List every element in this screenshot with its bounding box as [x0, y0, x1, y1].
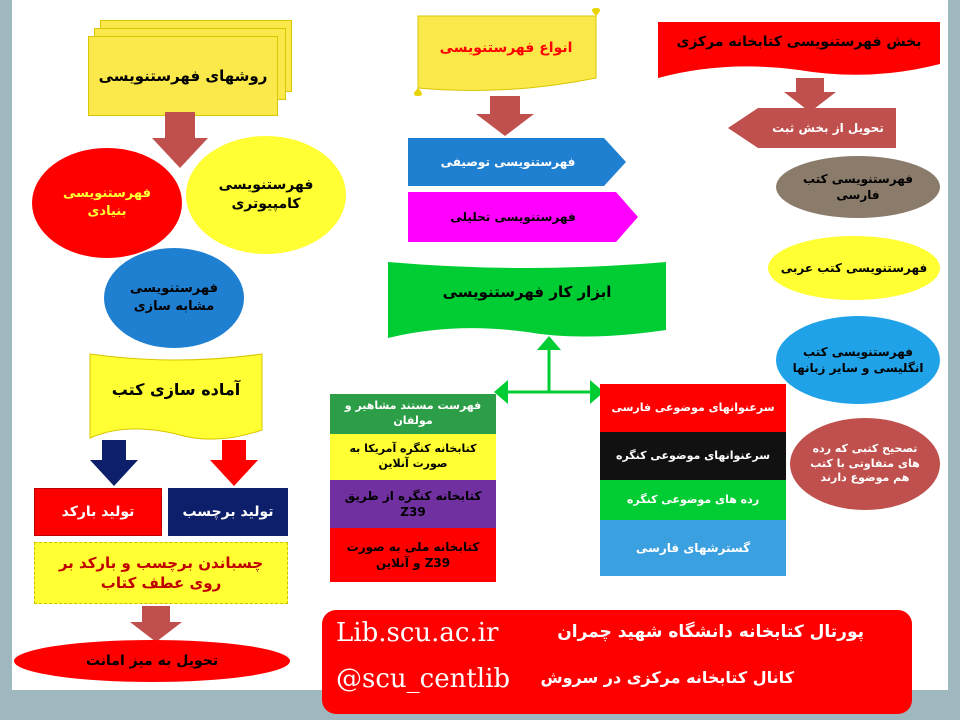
methods-title: روشهای فهرستنویسی — [88, 36, 278, 116]
copy-cataloging: فهرستنویسی مشابه سازی — [104, 248, 244, 348]
tools-right-item-3: رده های موضوعی کنگره — [600, 480, 786, 520]
analytical-label: فهرستنویسی تحلیلی — [450, 209, 576, 224]
frame-right — [948, 0, 960, 720]
from-reg-label: تحویل از بخش ثبت — [772, 120, 884, 135]
english-cataloging: فهرستنویسی کتب انگلیسی و سایر زبانها — [776, 316, 940, 404]
arrow-navy — [88, 440, 140, 488]
book-prep-label: آماده سازی کتب — [111, 380, 241, 400]
dept-title: بخش فهرستنویسی کتابخانه مرکزی — [676, 33, 922, 50]
deliver-ellipse: تحویل به میز امانت — [14, 640, 290, 682]
tools-left-item-1: فهرست مستند مشاهیر و مولفان — [330, 394, 496, 434]
footer-box — [322, 610, 912, 714]
channel-label: کانال کتابخانه مرکزی در سروش — [540, 668, 794, 687]
portal-label: پورتال کتابخانه دانشگاه شهید چمران — [557, 622, 864, 642]
tools-left-item-3: کتابخانه کنگره از طریق Z39 — [330, 480, 496, 528]
tools-right-item-4: گسترشهای فارسی — [600, 520, 786, 576]
tools-left-item-2: کتابخانه کنگره آمریکا به صورت آنلاین — [330, 434, 496, 480]
tools-right-item-2: سرعنوانهای موضوعی کنگره — [600, 432, 786, 480]
arrow-types-down — [474, 96, 536, 138]
portal-url[interactable]: Lib.scu.ac.ir — [336, 618, 499, 648]
persian-cataloging: فهرستنویسی کتب فارسی — [776, 156, 940, 218]
arrow-red — [208, 440, 260, 488]
computer-cataloging: فهرستنویسی کامپیوتری — [186, 136, 346, 254]
tools-arrows — [494, 336, 604, 410]
channel-handle[interactable]: @scu_centlib — [336, 664, 511, 694]
frame-left — [0, 0, 12, 720]
label-box: تولید برچسب — [168, 488, 288, 536]
tools-left-item-4: کتابخانه ملی به صورت Z39 و آنلاین — [330, 528, 496, 582]
tools-right-item-1: سرعنوانهای موضوعی فارسی — [600, 384, 786, 432]
basic-cataloging: فهرستنویسی بنیادی — [32, 148, 182, 258]
types-title: انواع فهرستنویسی — [439, 39, 573, 56]
descriptive-label: فهرستنویسی توصیفی — [440, 154, 576, 169]
tools-label: ابزار کار فهرستنویسی — [442, 282, 612, 301]
arrow-deliver — [128, 606, 184, 644]
barcode-box: تولید بارکد — [34, 488, 162, 536]
arabic-cataloging: فهرستنویسی کتب عربی — [768, 236, 940, 300]
attach-box: چسباندن برچسب و بارکد بر روی عطف کتاب — [34, 542, 288, 604]
correction-ellipse: تصحیح کتبی که رده های متفاوتی با کتب هم موضوع دارند — [790, 418, 940, 510]
